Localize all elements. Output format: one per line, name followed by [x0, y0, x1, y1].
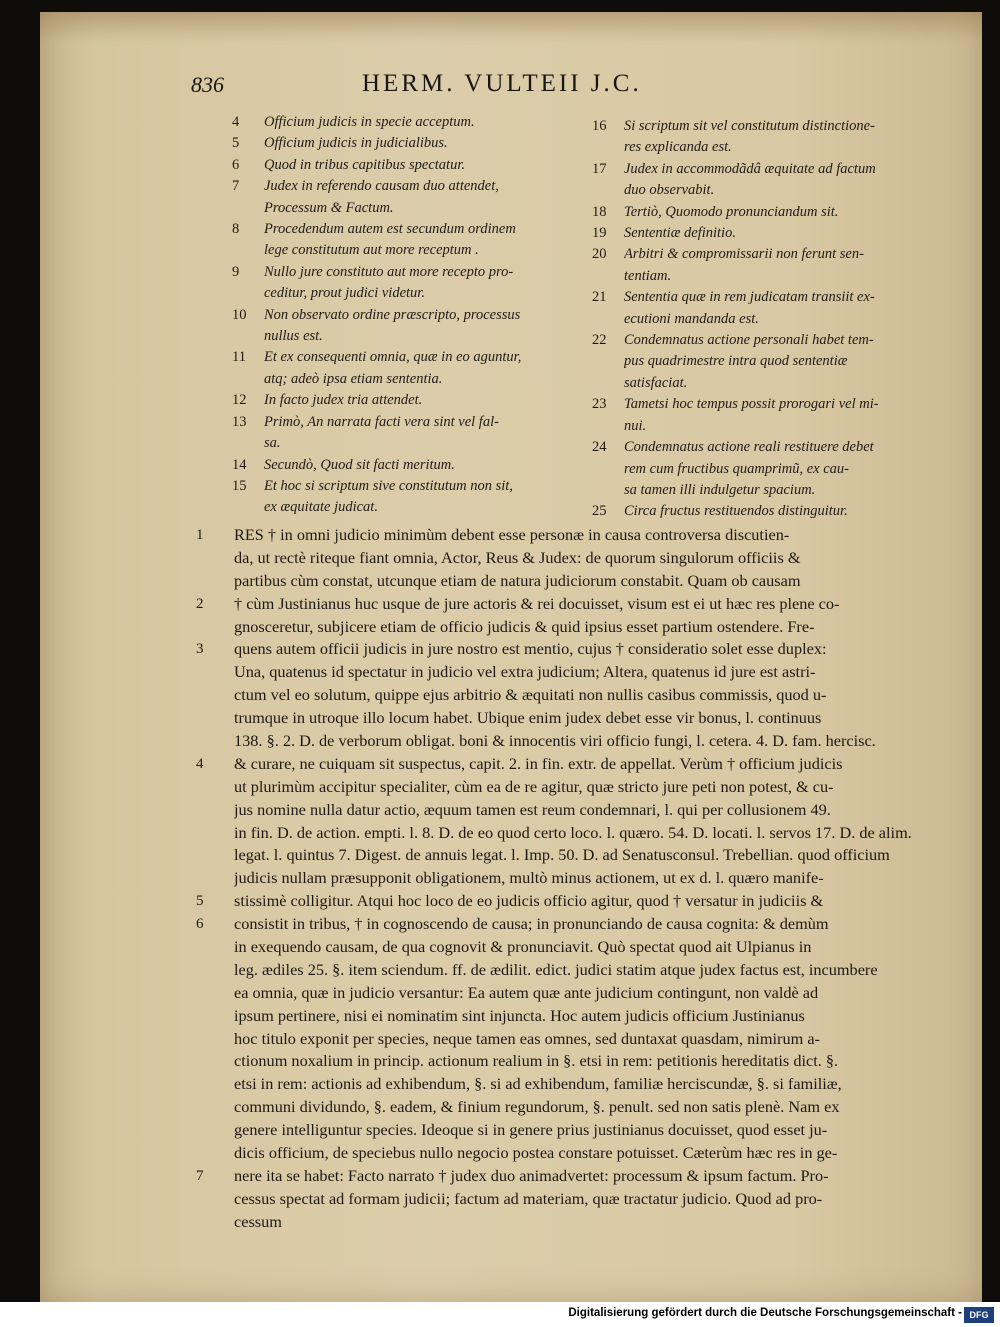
summary-item	[232, 347, 572, 368]
margin-number	[196, 799, 234, 822]
summary-item-number	[232, 240, 264, 261]
margin-number: 5	[196, 893, 204, 910]
summary-item-text: Arbitri & compromissarii non ferunt sen-	[624, 246, 864, 263]
summary-item	[232, 326, 572, 347]
summary-item-text: tentiam.	[624, 267, 672, 284]
summary-item	[592, 416, 940, 437]
line-text: & curare, ne cuiquam sit suspectus, capit. 2. in fin. extr. de appellat. Verùm † officium judicis	[234, 753, 843, 773]
line-text: † cùm Justinianus huc usque de jure actoris & rei docuisset, visum est ei ut hæc res plene co-	[234, 593, 840, 613]
text-line	[196, 936, 936, 959]
line-text: ctionum noxalium in princip. actionum realium in §. etsi in rem: petitionis hereditatis dict. §.	[234, 1051, 839, 1071]
summary-item-number	[232, 326, 264, 347]
summary-item-number: 15	[232, 477, 247, 494]
summary-item-number: 24	[592, 439, 607, 456]
summary-item-text: Procedendum autem est secundum ordinem	[264, 221, 516, 238]
margin-number: 7	[196, 1167, 204, 1184]
margin-number: 2	[196, 595, 204, 612]
summary-item-number: 21	[592, 289, 607, 306]
summary-item-text: duo observabit.	[624, 182, 715, 199]
summary-item-text: Primò, An narrata facti vera sint vel fal-	[264, 413, 499, 430]
summary-item-text: Tertiò, Quomodo pronunciandum sit.	[624, 203, 839, 220]
summary-item-number	[232, 198, 264, 219]
margin-number	[196, 661, 234, 684]
summary-item-number: 4	[232, 114, 240, 130]
summary-item	[232, 497, 572, 518]
line-text: legat. l. quintus 7. Digest. de annuis legat. l. Imp. 50. D. ad Senatusconsul. Trebellian. quod officium	[234, 845, 890, 865]
margin-number	[196, 867, 234, 890]
text-line	[196, 1119, 936, 1142]
margin-number	[196, 1073, 234, 1096]
digitization-footer	[0, 1302, 1000, 1327]
summary-item	[232, 240, 572, 261]
margin-number	[196, 1096, 234, 1119]
page-number: 836	[191, 72, 224, 97]
text-line	[196, 570, 936, 593]
margin-number	[196, 776, 234, 799]
summary-item-number: 5	[232, 135, 240, 152]
summary-item-number: 12	[232, 392, 247, 409]
margin-number	[196, 570, 234, 593]
dfg-logo-icon: DFG	[964, 1307, 994, 1323]
text-line	[196, 1028, 936, 1051]
summary-item	[592, 394, 940, 415]
text-line	[196, 799, 936, 822]
summary-item-number	[592, 416, 624, 437]
summary-item-number	[592, 266, 624, 287]
text-line	[196, 822, 936, 845]
line-text: genere intelliguntur species. Ideoque si in genere prius justinianus docuisset, quod esset ju-	[234, 1120, 828, 1140]
summary-item	[592, 437, 940, 458]
text-line	[196, 753, 936, 776]
summary-item	[232, 262, 572, 283]
summary-item	[232, 198, 572, 219]
text-line	[196, 1188, 936, 1211]
margin-number	[196, 1119, 234, 1142]
summary-item-text: sa tamen illi indulgetur spacium.	[624, 481, 816, 498]
main-text	[196, 524, 936, 1234]
margin-number	[196, 684, 234, 707]
summary-item-number	[232, 283, 264, 304]
summary-item-number	[232, 433, 264, 454]
margin-number	[196, 547, 234, 570]
text-line	[196, 1142, 936, 1165]
summary-item-text: pus quadrimestre intra quod sententiæ	[624, 353, 848, 370]
summary-item	[232, 305, 572, 326]
margin-number: 1	[196, 527, 204, 543]
summary-item-number: 11	[232, 349, 246, 366]
line-text: jus nomine nulla datur actio, æquum tamen est reum condemnari, l. qui per collusionem 49.	[234, 799, 831, 819]
summary-item-text: nullus est.	[264, 328, 323, 345]
line-text: partibus cùm constat, utcunque etiam de natura judiciorum constabit. Quam ob causam	[234, 570, 801, 590]
line-text: stissimè colligitur. Atqui hoc loco de eo judicis officio agitur, quod † versatur in judiciis &	[234, 891, 824, 911]
summary-item-text: satisfaciat.	[624, 374, 688, 391]
summary-item	[592, 266, 940, 287]
line-text: 138. §. 2. D. de verborum obligat. boni & innocentis viri officio fungi, l. cetera. 4. D. fam. hercisc.	[234, 731, 876, 751]
text-line	[196, 867, 936, 890]
summary-item	[592, 287, 940, 308]
text-line	[196, 1050, 936, 1073]
line-text: in fin. D. de action. empti. l. 8. D. de eo quod certo loco. l. quæro. 54. D. locati. l. servos 17. D. de alim.	[234, 822, 912, 842]
summary-item-text: Condemnatus actione reali restituere debet	[624, 439, 874, 456]
summary-item	[592, 459, 940, 480]
summary-item-number	[592, 180, 624, 201]
summary-item-text: Quod in tribus capitibus spectatur.	[264, 156, 465, 173]
margin-number	[196, 1028, 234, 1051]
summary-item	[592, 116, 940, 137]
summary-list-left	[232, 112, 572, 519]
summary-item-number	[592, 480, 624, 501]
summary-item-number: 6	[232, 156, 240, 173]
line-text: cessus spectat ad formam judicii; factum ad materiam, quæ tractatur judicio. Quod ad pro-	[234, 1188, 823, 1208]
summary-item	[592, 330, 940, 351]
text-line	[196, 913, 936, 936]
summary-item-text: Non observato ordine præscripto, processus	[264, 306, 521, 323]
text-line	[196, 776, 936, 799]
summary-item-number	[232, 369, 264, 390]
summary-item	[232, 176, 572, 197]
summary-item-number: 18	[592, 203, 607, 220]
summary-item-number	[592, 373, 624, 394]
summary-item	[232, 433, 572, 454]
summary-item-number	[232, 497, 264, 518]
text-line	[196, 547, 936, 570]
line-text: leg. ædiles 25. §. item sciendum. ff. de ædilit. edict. judici statim atque judex factus est, incumbere	[234, 959, 878, 979]
line-text: ea omnia, quæ in judicio versantur: Ea autem quæ ante judicium contingunt, non valdè ad	[234, 982, 819, 1002]
line-text: cessum	[234, 1211, 282, 1231]
summary-item	[232, 369, 572, 390]
summary-item-number: 20	[592, 246, 607, 263]
summary-item-number	[592, 137, 624, 158]
text-line	[196, 1165, 936, 1188]
text-line	[196, 959, 936, 982]
summary-item	[592, 202, 940, 223]
summary-item-number: 23	[592, 396, 607, 413]
summary-item	[592, 244, 940, 265]
text-line	[196, 684, 936, 707]
line-text: gnosceretur, subjicere etiam de officio judicis & quid ipsius esset partium ostendere. Fre-	[234, 616, 815, 636]
summary-item	[232, 476, 572, 497]
summary-item-number: 17	[592, 160, 607, 177]
summary-item-number	[592, 459, 624, 480]
line-text: communi dividundo, §. eadem, & finium regundorum, §. penult. sed non satis plenè. Nam ex	[234, 1097, 840, 1117]
summary-item-text: rem cum fructibus quamprimũ, ex cau-	[624, 460, 849, 477]
summary-item-text: In facto judex tria attendet.	[264, 392, 423, 409]
summary-item-text: Judex in accommodãdâ æquitate ad factum	[624, 160, 876, 177]
line-text: da, ut rectè riteque fiant omnia, Actor, Reus & Judex: de quorum singulorum officiis &	[234, 547, 801, 567]
summary-item-text: Sententia quæ in rem judicatam transiit ex-	[624, 289, 875, 306]
summary-item-text: ex æquitate judicat.	[264, 499, 378, 516]
summary-item-text: Tametsi hoc tempus possit prorogari vel mi-	[624, 396, 879, 413]
margin-number	[196, 1005, 234, 1028]
text-line	[196, 982, 936, 1005]
summary-item-number: 16	[592, 118, 607, 134]
summary-item-number: 9	[232, 263, 240, 280]
summary-item-text: Nullo jure constituto aut more recepto pro-	[264, 263, 514, 280]
summary-item-text: atq; adeò ipsa etiam sententia.	[264, 370, 443, 387]
summary-item	[592, 501, 940, 522]
summary-item-number: 22	[592, 332, 607, 349]
text-line	[196, 593, 936, 616]
summary-item	[592, 223, 940, 244]
summary-item-text: Officium judicis in judicialibus.	[264, 135, 448, 152]
line-text: etsi in rem: actionis ad exhibendum, §. si ad exhibendum, familiæ herciscundæ, §. si familiæ,	[234, 1074, 842, 1094]
summary-item-text: Si scriptum sit vel constitutum distinctione-	[624, 118, 875, 134]
line-text: RES † in omni judicio minimùm debent esse personæ in causa controversa discutien-	[234, 525, 790, 544]
margin-number	[196, 1142, 234, 1165]
summary-item	[592, 480, 940, 501]
text-line	[196, 1211, 936, 1234]
line-text: in exequendo causam, de qua cognovit & pronunciavit. Quò spectat quod ait Ulpianus in	[234, 937, 812, 957]
summary-item-text: Et hoc si scriptum sive constitutum non sit,	[264, 477, 513, 494]
text-line	[196, 1096, 936, 1119]
summary-item-text: Secundò, Quod sit facti meritum.	[264, 456, 455, 473]
summary-item	[592, 373, 940, 394]
summary-item-number: 7	[232, 178, 240, 195]
summary-item-text: Sententiæ definitio.	[624, 225, 736, 242]
margin-number	[196, 844, 234, 867]
summary-item-text: Judex in referendo causam duo attendet,	[264, 178, 499, 195]
margin-number	[196, 982, 234, 1005]
line-text: trumque in utroque illo locum habet. Ubique enim judex debet esse vir bonus, l. continuus	[234, 708, 822, 728]
margin-number: 6	[196, 916, 204, 933]
summary-item-number: 25	[592, 503, 607, 520]
summary-item	[232, 412, 572, 433]
summary-item-text: ecutioni mandanda est.	[624, 310, 759, 327]
text-line	[196, 1005, 936, 1028]
line-text: ut plurimùm accipitur specialiter, cùm ea de re agitur, quæ stricto jure peti non potest, & cu-	[234, 776, 834, 796]
summary-item-text: lege constitutum aut more receptum .	[264, 242, 479, 259]
summary-item	[592, 309, 940, 330]
summary-item	[232, 133, 572, 154]
line-text: Una, quatenus id spectatur in judicio vel extra judicium; Altera, quatenus id jure est astri-	[234, 662, 816, 682]
line-text: consistit in tribus, † in cognoscendo de causa; in pronunciando de causa cognita: & demùm	[234, 914, 829, 934]
margin-number	[196, 730, 234, 753]
summary-item-number: 10	[232, 306, 247, 323]
summary-item-text: sa.	[264, 435, 281, 452]
summary-item	[232, 219, 572, 240]
text-line	[196, 730, 936, 753]
summary-list-right	[592, 116, 940, 523]
margin-number	[196, 707, 234, 730]
text-line	[196, 524, 936, 547]
summary-item-text: Officium judicis in specie acceptum.	[264, 114, 475, 130]
running-title: HERM. VULTEII J.C.	[362, 70, 642, 97]
line-text: hoc titulo exponit per species, neque tamen eas omnes, sed duntaxat quasdam, nimirum a-	[234, 1028, 820, 1048]
margin-number	[196, 616, 234, 639]
line-text: quens autem officii judicis in jure nostro est mentio, cujus † consideratio solet esse duplex:	[234, 639, 827, 659]
margin-number	[196, 959, 234, 982]
funding-notice: Digitalisierung gefördert durch die Deutsche Forschungsgemeinschaft -	[568, 1307, 962, 1319]
summary-item-text: Condemnatus actione personali habet tem-	[624, 332, 874, 349]
text-line	[196, 661, 936, 684]
margin-number	[196, 1188, 234, 1211]
text-line	[196, 844, 936, 867]
line-text: judicis nullam præsupponit obligationem, multò minus actionem, ut ex d. l. quæro manife-	[234, 868, 824, 888]
summary-item-text: Et ex consequenti omnia, quæ in eo aguntur,	[264, 349, 522, 366]
summary-item-number: 8	[232, 221, 240, 238]
line-text: dicis officium, de speciebus nullo negocio postea constare potuisset. Cæterùm hæc res in ge-	[234, 1143, 838, 1163]
summary-item-text: Circa fructus restituendos distinguitur.	[624, 503, 848, 520]
margin-number: 3	[196, 641, 204, 658]
text-line	[196, 707, 936, 730]
summary-item-number: 19	[592, 225, 607, 242]
summary-item	[592, 159, 940, 180]
text-line	[196, 890, 936, 913]
summary-item-number: 13	[232, 413, 247, 430]
margin-number	[196, 936, 234, 959]
margin-number	[196, 1211, 234, 1234]
line-text: nere ita se habet: Facto narrato † judex duo animadvertet: processum & ipsum factum. Pro-	[234, 1165, 829, 1185]
margin-number	[196, 822, 234, 845]
summary-item	[592, 351, 940, 372]
summary-item	[232, 390, 572, 411]
text-line	[196, 616, 936, 639]
summary-item	[232, 455, 572, 476]
text-line	[196, 638, 936, 661]
line-text: ipsum pertinere, nisi ei nominatim sint injuncta. Hoc autem judicis officium Justinianus	[234, 1005, 805, 1025]
margin-number: 4	[196, 755, 204, 772]
summary-item-text: Processum & Factum.	[264, 199, 394, 216]
summary-item	[592, 137, 940, 158]
summary-item-number: 14	[232, 456, 247, 473]
summary-item-text: res explicanda est.	[624, 139, 732, 156]
summary-item-number	[592, 351, 624, 372]
summary-item	[232, 155, 572, 176]
summary-item-text: nui.	[624, 417, 647, 434]
line-text: ctum vel eo solutum, quippe ejus arbitrio & æquitati non nullis casibus commissis, quod u-	[234, 685, 827, 705]
summary-item	[232, 112, 572, 133]
text-line	[196, 1073, 936, 1096]
summary-item	[232, 283, 572, 304]
margin-number	[196, 1050, 234, 1073]
summary-item-number	[592, 309, 624, 330]
summary-item	[592, 180, 940, 201]
summary-item-text: ceditur, prout judici videtur.	[264, 285, 425, 302]
